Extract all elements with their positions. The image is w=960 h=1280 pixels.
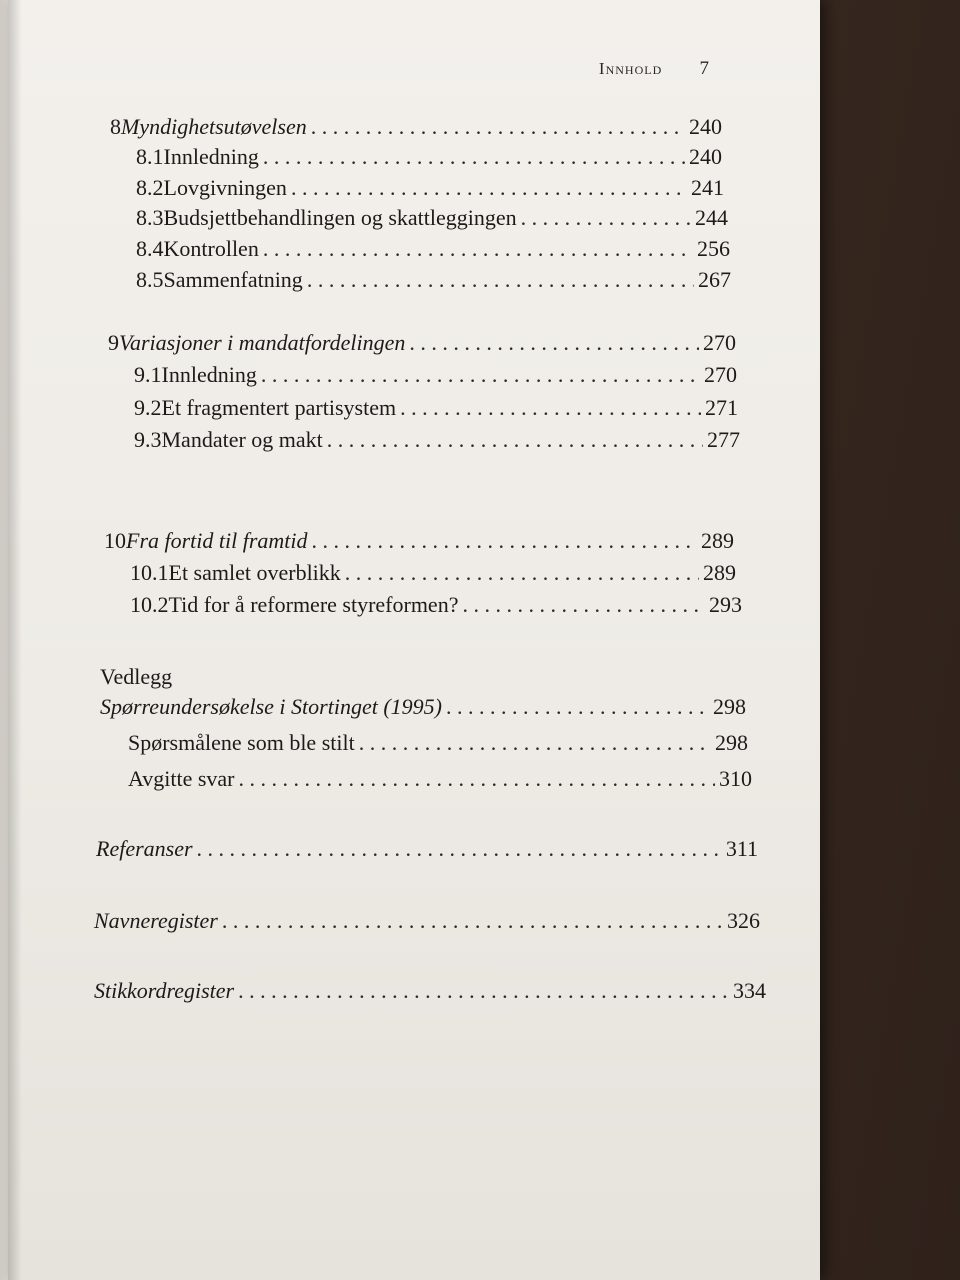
chapter-number: 8: [110, 114, 121, 139]
appendix-item-title: Spørsmålene som ble stilt: [128, 730, 355, 755]
running-head: [599, 58, 710, 80]
dot-leader: [222, 908, 723, 934]
section-number: 9.2: [134, 395, 162, 420]
chapter-title: Variasjoner i mandatfordelingen: [119, 330, 406, 355]
back-matter-title: Navneregister: [94, 908, 218, 933]
section-page-number: 277: [707, 427, 740, 452]
dot-leader: [263, 236, 693, 262]
toc-subject-index: [94, 978, 766, 1004]
section-title: Et samlet overblikk: [168, 560, 341, 585]
appendix-item-page-number: 310: [719, 766, 752, 791]
toc-section-10-1: [130, 560, 736, 586]
chapter-title: Myndighetsutøvelsen: [121, 114, 307, 139]
toc-references: [96, 836, 758, 862]
dot-leader: [345, 560, 699, 586]
toc-chapter-8: [110, 114, 722, 140]
section-number: 8.5: [136, 267, 164, 292]
appendix-item-page-number: 298: [715, 730, 748, 755]
dot-leader: [359, 730, 711, 756]
toc-appendix-survey: [100, 694, 746, 720]
dot-leader: [400, 395, 701, 421]
section-page-number: 244: [695, 205, 728, 230]
toc-chapter-9: [108, 330, 736, 356]
dot-leader: [307, 267, 694, 293]
appendix-title: Spørreundersøkelse i Stortinget (1995): [100, 694, 442, 719]
toc-section-9-2: [134, 395, 738, 421]
toc-section-9-1: [134, 362, 737, 388]
toc-section-8-1: [136, 144, 722, 170]
dot-leader: [521, 205, 691, 231]
section-number: 9.1: [134, 362, 162, 387]
section-title: Budsjettbehandlingen og skattleggingen: [163, 205, 517, 230]
dot-leader: [409, 330, 699, 356]
section-number: 8.2: [136, 175, 164, 200]
section-page-number: 289: [703, 560, 736, 585]
back-matter-title: Referanser: [96, 836, 193, 861]
toc-appendix-item-answers: [128, 766, 752, 792]
dot-leader: [291, 175, 687, 201]
section-page-number: 270: [704, 362, 737, 387]
chapter-number: 10: [104, 528, 126, 553]
chapter-page-number: 289: [701, 528, 734, 553]
section-title: Tid for å reformere styreformen?: [168, 592, 459, 617]
dot-leader: [238, 978, 729, 1004]
toc-section-8-4: [136, 236, 730, 262]
section-title: Et fragmentert partisystem: [161, 395, 397, 420]
dot-leader: [462, 592, 705, 618]
section-title: Sammenfatning: [163, 267, 303, 292]
section-title: Innledning: [161, 362, 257, 387]
toc-section-8-2: [136, 175, 724, 201]
section-number: 8.4: [136, 236, 164, 261]
appendix-page-number: 298: [713, 694, 746, 719]
chapter-number: 9: [108, 330, 119, 355]
dot-leader: [327, 427, 703, 453]
toc-section-8-3: [136, 205, 728, 231]
appendix-heading: Vedlegg: [100, 664, 173, 689]
toc-name-index: [94, 908, 760, 934]
back-matter-page-number: 334: [733, 978, 766, 1003]
toc-section-9-3: [134, 427, 740, 453]
dot-leader: [263, 144, 685, 170]
section-page-number: 240: [689, 144, 722, 169]
dot-leader: [446, 694, 709, 720]
appendix-item-title: Avgitte svar: [128, 766, 235, 791]
back-matter-page-number: 311: [725, 836, 758, 861]
section-page-number: 271: [705, 395, 738, 420]
dot-leader: [312, 528, 697, 554]
section-number: 8.3: [136, 205, 164, 230]
dot-leader: [311, 114, 685, 140]
section-title: Kontrollen: [163, 236, 259, 261]
section-number: 8.1: [136, 144, 164, 169]
section-page-number: 267: [698, 267, 731, 292]
section-number: 10.1: [130, 560, 169, 585]
back-matter-page-number: 326: [727, 908, 760, 933]
section-title: Lovgivningen: [163, 175, 287, 200]
dot-leader: [239, 766, 715, 792]
section-page-number: 241: [691, 175, 724, 200]
chapter-page-number: 270: [703, 330, 736, 355]
dot-leader: [197, 836, 722, 862]
toc-chapter-10: [104, 528, 734, 554]
book-page: [8, 0, 820, 1280]
toc-section-8-5: [136, 267, 731, 293]
section-title: Innledning: [163, 144, 259, 169]
running-head-title: Innhold: [598, 59, 663, 78]
running-head-page-number: 7: [699, 58, 710, 79]
section-page-number: 293: [709, 592, 742, 617]
section-number: 10.2: [130, 592, 169, 617]
dot-leader: [261, 362, 700, 388]
section-number: 9.3: [134, 427, 162, 452]
back-matter-title: Stikkordregister: [94, 978, 235, 1003]
toc-appendix-item-questions: [128, 730, 748, 756]
toc-section-10-2: [130, 592, 742, 618]
section-title: Mandater og makt: [161, 427, 323, 452]
section-page-number: 256: [697, 236, 730, 261]
chapter-title: Fra fortid til framtid: [126, 528, 308, 553]
chapter-page-number: 240: [689, 114, 722, 139]
